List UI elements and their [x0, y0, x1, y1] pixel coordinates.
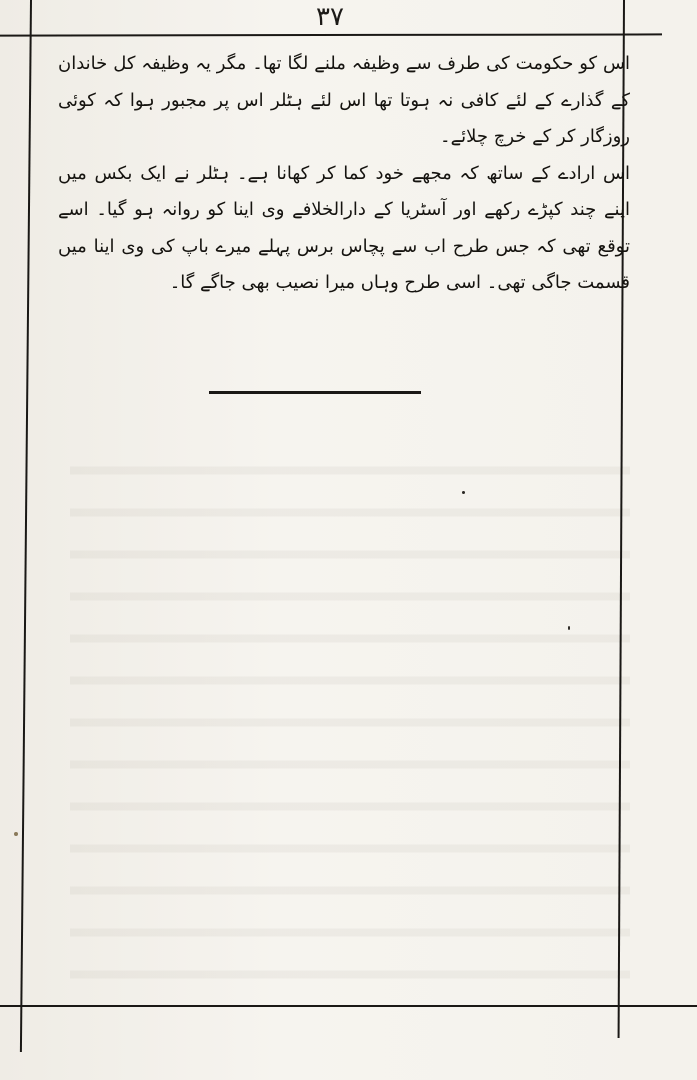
- top-border-line: [0, 33, 662, 36]
- page-number: ۳۷: [316, 2, 344, 32]
- section-end-rule: [209, 391, 421, 394]
- bottom-border-line: [0, 1005, 697, 1007]
- main-text: [58, 46, 630, 302]
- ink-speck: [462, 491, 465, 494]
- ink-speck: [568, 626, 570, 630]
- show-through-text: [70, 440, 630, 1000]
- left-border-line: [20, 0, 32, 1052]
- paragraph-2: اس ارادے کے ساتھ کہ مجھے خود کما کر کھانا ہے۔ ہٹلر نے ایک بکس میں اپنے چند کپڑے رکھے اور آسٹریا کے دارالخلافے وی اینا کو روانہ ہو گیا۔ اسے توقع تھی کہ جس طرح اب سے پچاس برس پہلے میرے باپ کی وی اینا میں قسمت جاگی تھی۔ اسی طرح وہاں میرا نصیب بھی جاگے گا۔: [58, 162, 630, 293]
- ink-speck: [14, 832, 18, 836]
- paragraph-1: اس کو حکومت کی طرف سے وظیفہ ملنے لگا تھا۔ مگر یہ وظیفہ کل خاندان کے گذارے کے لئے کافی نہ ہوتا تھا اس لئے ہٹلر اس پر مجبور ہوا کہ کوئی روزگار کر کے خرچ چلائے۔: [58, 53, 630, 147]
